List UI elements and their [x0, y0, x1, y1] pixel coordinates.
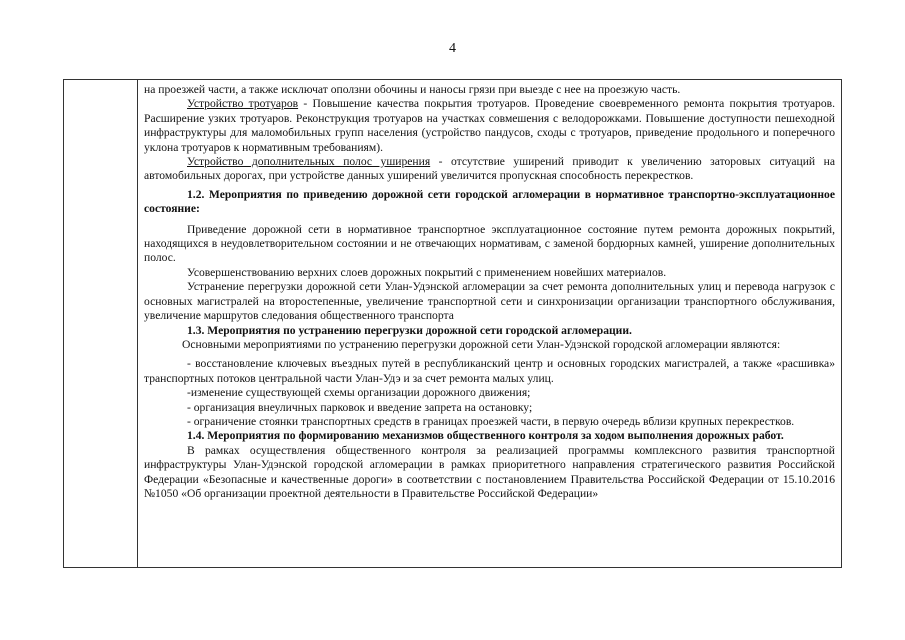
term-sidewalks: Устройство тротуаров — [187, 97, 299, 111]
page-number: 4 — [449, 41, 456, 56]
heading-1-2: 1.2. Мероприятия по приведению дорожной сети городской агломерации в нормативное транспортно-эксплуатационное состояние: — [144, 187, 835, 216]
heading-1-3: 1.3. Мероприятия по устранению перегрузки дорожной сети городской агломерации. — [187, 323, 632, 337]
paragraph-upper-layers: Усовершенствованию верхних слоев дорожных покрытий с применением новейших материалов. — [187, 265, 667, 279]
text-widening-lanes: - отсутствие уширений приводит к увеличению заторовых ситуаций на автомобильных дорогах, при устройстве данных уширений увеличится пропускная способность перекрестков. — [144, 155, 835, 183]
table-content-cell — [144, 83, 835, 501]
paragraph-road-repair: Приведение дорожной сети в нормативное транспортное эксплуатационное состояние путем ремонта дорожных покрытий, находящихся в неудовлетворительном состоянии и не отвечающих нормативам, с заменой бордюрных камней, уширение дополнительных полос. — [144, 222, 835, 265]
paragraph-widening-lanes — [144, 155, 835, 184]
paragraph-sidewalks — [144, 97, 835, 155]
text-sidewalks: - Повышение качества покрытия тротуаров. Проведение своевременного ремонта покрытия тротуаров. Расширение узких тротуаров. Реконструкция тротуаров на участках совмешения с велодорожками. Повышение доступности пешеходной инфраструктуры для маломобильных групп населения (устройство пандусов, сходы с тротуаров, приведение продольного и поперечного уклона тротуаров к нормативным требованиям). — [144, 97, 835, 154]
heading-1-4: 1.4. Мероприятия по формированию механизмов общественного контроля за ходом выполнения дорожных работ. — [187, 429, 784, 443]
paragraph-roadside: на проезжей части, а также исключат оползни обочины и наносы грязи при выезде с нее на проезжую часть. — [144, 83, 681, 96]
paragraph-main-measures: Основными мероприятиями по устранению перегрузки дорожной сети Улан-Удэнской городской агломерации являются: — [182, 337, 781, 351]
list-item-stopping-limits: - ограничение стоянки транспортных средств в границах проезжей части, в первую очередь вблизи крупных перекрестков. — [187, 414, 795, 428]
paragraph-overload-removal: Устранение перегрузки дорожной сети Улан-Удэнской агломерации за счет ремонта дополнительных улиц и перевода нагрузок с основных магистралей на второстепенные, увеличение транспортной сети и синхронизации организации транспортного обслуживания, увеличение маршрутов следования общественного транспорта — [144, 280, 835, 323]
document-table — [63, 79, 842, 568]
list-item-restoration: - восстановление ключевых въездных путей в республиканский центр и основных городских магистралей, а также «расшивка» транспортных потоков центральной части Улан-Удэ и за счет ремонта малых улиц. — [144, 357, 835, 385]
list-item-traffic-scheme: -изменение существующей схемы организации дорожного движения; — [187, 386, 531, 400]
list-item-parking: - организация внеуличных парковок и введение запрета на остановку; — [187, 400, 533, 414]
paragraph-public-control: В рамках осуществления общественного контроля за реализацией программы комплексного развития транспортной инфраструктуры Улан-Удэнской городской агломерации в рамках приоритетного направления стратегического развития Российской Федерации «Безопасные и качественные дороги» в соответствии с постановлением Правительства Российской Федерации от 15.10.2016 №1050 «Об организации проектной деятельности в Правительстве Российской Федерации» — [144, 443, 835, 500]
term-widening-lanes: Устройство дополнительных полос уширения — [187, 155, 431, 169]
column-divider — [137, 80, 138, 567]
